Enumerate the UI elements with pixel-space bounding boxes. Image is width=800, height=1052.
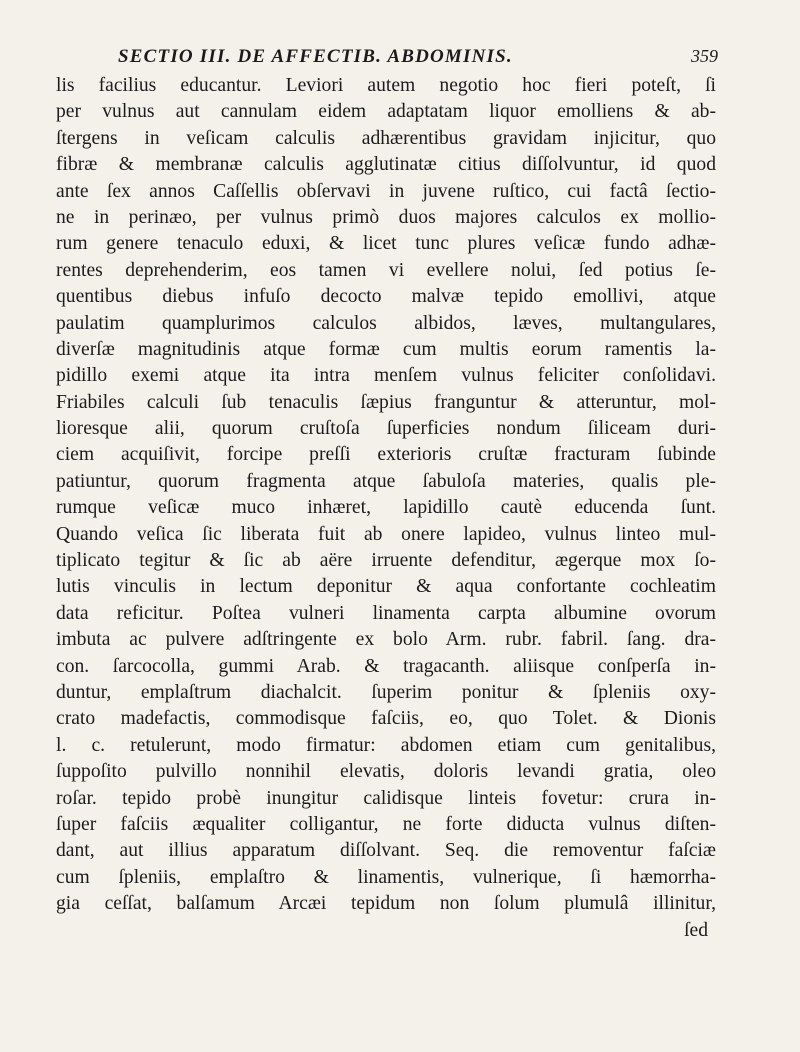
catchword-line <box>56 918 716 944</box>
text-line: cum ſpleniis, emplaſtro & linamentis, vulnerique, ſi hæmorrha- <box>56 866 716 888</box>
text-line: diverſæ magnitudinis atque formæ cum multis eorum ramentis la- <box>56 338 716 360</box>
text-line: rum genere tenaculo eduxi, & licet tunc plures veſicæ fundo adhæ- <box>56 233 716 255</box>
text-line: tiplicato tegitur & ſic ab aëre irruente defenditur, ægerque mox ſo- <box>56 550 716 572</box>
text-line: quentibus diebus infuſo decocto malvæ tepido emollivi, atque <box>56 286 716 308</box>
text-line: ante ſex annos Caſſellis obſervavi in juvene ruſtico, cui factâ ſectio- <box>56 180 716 202</box>
text-line: ſuppoſito pulvillo nonnihil elevatis, doloris levandi gratia, oleo <box>56 761 716 783</box>
text-line: Friabiles calculi ſub tenaculis ſæpius franguntur & atteruntur, mol- <box>56 391 716 413</box>
text-line: patiuntur, quorum fragmenta atque ſabuloſa materies, qualis ple- <box>56 470 716 492</box>
text-line: dant, aut illius apparatum diſſolvant. Seq. die removentur faſciæ <box>56 840 716 862</box>
text-line: Quando veſica ſic liberata fuit ab onere lapideo, vulnus linteo mul- <box>56 523 716 545</box>
text-line: rentes deprehenderim, eos tamen vi evellere nolui, ſed potius ſe- <box>56 259 716 281</box>
text-line: duntur, emplaſtrum diachalcit. ſuperim ponitur & ſpleniis oxy- <box>56 681 716 703</box>
text-line: con. ſarcocolla, gummi Arab. & tragacanth. aliisque conſperſa in- <box>56 655 716 677</box>
text-line: paulatim quamplurimos calculos albidos, læves, multangulares, <box>56 312 716 334</box>
page-number: 359 <box>691 46 718 66</box>
text-line: roſar. tepido probè inungitur calidisque linteis fovetur: crura in- <box>56 787 716 809</box>
text-line: lutis vinculis in lectum deponitur & aqua confortante cochleatim <box>56 576 716 598</box>
text-line: gia ceſſat, balſamum Arcæi tepidum non ſolum plumulâ illinitur, <box>56 893 716 915</box>
text-line: lioresque alii, quorum cruſtoſa ſuperficies nondum ſiliceam duri- <box>56 418 716 440</box>
text-line: l. c. retulerunt, modo firmatur: abdomen etiam cum genitalibus, <box>56 734 716 756</box>
text-line: crato madefactis, commodisque faſciis, eo, quo Tolet. & Dionis <box>56 708 716 730</box>
text-line: ſuper faſciis æqualiter colligantur, ne forte diducta vulnus diſten- <box>56 813 716 835</box>
text-line: imbuta ac pulvere adſtringente ex bolo Arm. rubr. fabril. ſang. dra- <box>56 629 716 651</box>
text-line: rumque veſicæ muco inhæret, lapidillo cautè educenda ſunt. <box>56 497 716 519</box>
body-text <box>56 73 716 944</box>
text-line: data reficitur. Poſtea vulneri linamenta carpta albumine ovorum <box>56 602 716 624</box>
text-line: ne in perinæo, per vulnus primò duos majores calculos ex mollio- <box>56 206 716 228</box>
running-title: SECTIO III. DE AFFECTIB. ABDOMINIS. <box>118 46 513 67</box>
text-line: per vulnus aut cannulam eidem adaptatam liquor emolliens & ab- <box>56 101 716 123</box>
page-header <box>118 46 718 76</box>
text-line: ciem acquiſivit, forcipe preſſi exterioris cruſtæ fracturam ſubinde <box>56 444 716 466</box>
text-line: ſtergens in veſicam calculis adhærentibus gravidam injicitur, quo <box>56 127 716 149</box>
text-line: pidillo exemi atque ita intra menſem vulnus feliciter conſolidavi. <box>56 365 716 387</box>
catchword: ſed <box>684 919 708 941</box>
text-line: fibræ & membranæ calculis agglutinatæ citius diſſolvuntur, id quod <box>56 154 716 176</box>
text-line: lis facilius educantur. Leviori autem negotio hoc fieri poteſt, ſi <box>56 75 716 96</box>
